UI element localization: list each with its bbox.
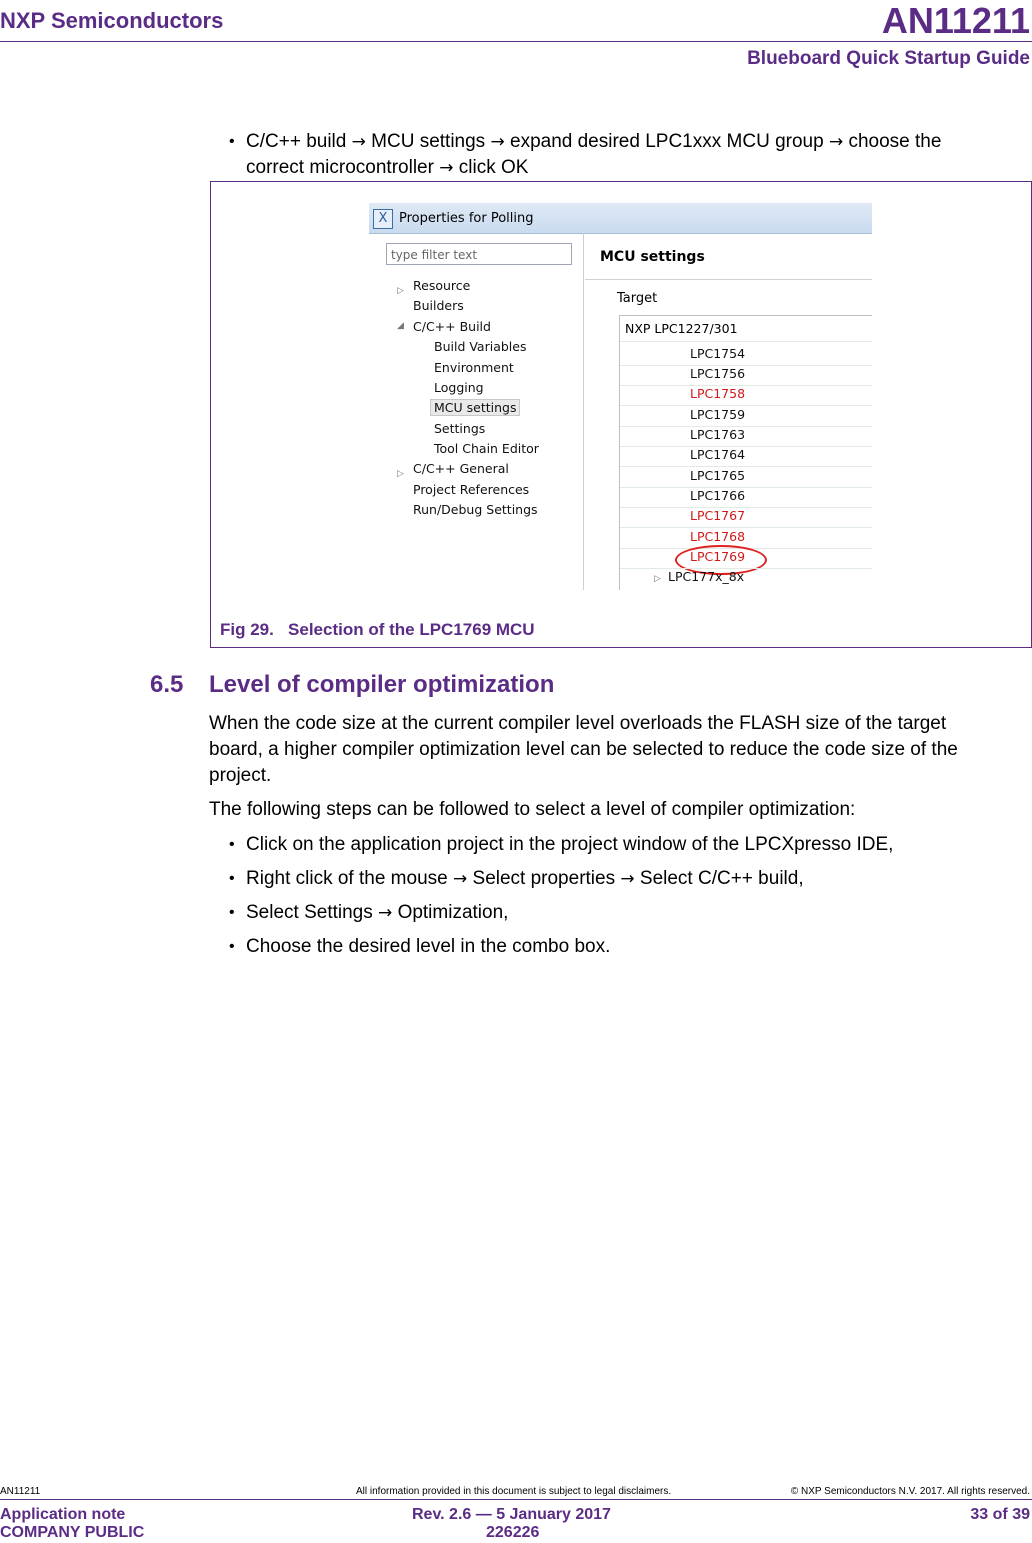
step-text: Right click of the mouse	[246, 868, 448, 889]
mcu-lpc1767[interactable]: LPC1767	[690, 508, 746, 523]
footer-doc-type: Application note	[0, 1506, 126, 1523]
mcu-settings-pane	[585, 233, 872, 590]
step-click-ok: click OK	[458, 157, 529, 178]
mcu-lpc1763[interactable]: LPC1763	[690, 427, 746, 442]
footer-page-number: 33 of 39	[970, 1506, 1030, 1523]
arrow-icon: →	[351, 132, 366, 152]
mcu-lpc1769[interactable]: LPC1769	[690, 549, 746, 564]
dialog-title: Properties for Polling	[399, 211, 534, 226]
tree-item-resource[interactable]: Resource	[413, 278, 471, 293]
row-divider	[620, 568, 872, 569]
dialog-title-bar	[369, 203, 872, 234]
paragraph-steps: The following steps can be followed to select a level of compiler optimization:	[209, 799, 856, 820]
mcu-lpc1766[interactable]: LPC1766	[690, 488, 746, 503]
step-bullet-3	[246, 900, 508, 926]
target-label: Target	[617, 291, 658, 306]
figure-caption	[220, 620, 535, 640]
tree-item-c-general[interactable]: C/C++ General	[413, 461, 509, 476]
paragraph-line: When the code size at the current compiler level overloads the FLASH size of the target	[209, 713, 947, 734]
step-expand-group: expand desired LPC1xxx MCU group	[510, 131, 824, 152]
step-text: Optimization,	[397, 902, 509, 923]
mcu-lpc1758[interactable]: LPC1758	[690, 386, 746, 401]
footer-copyright: © NXP Semiconductors N.V. 2017. All rights reserved.	[790, 1486, 1030, 1497]
intro-bullet	[246, 129, 941, 181]
row-divider	[620, 365, 872, 366]
tree-item-run-debug[interactable]: Run/Debug Settings	[413, 502, 538, 517]
properties-dialog-screenshot	[369, 203, 872, 590]
paragraph-line: board, a higher compiler optimization level can be selected to reduce the code size of the	[209, 739, 958, 760]
row-divider	[620, 487, 872, 488]
mcu-lpc1756[interactable]: LPC1756	[690, 366, 746, 381]
tree-item-mcu-settings[interactable]: MCU settings	[430, 399, 520, 416]
app-icon: X	[373, 209, 393, 229]
tree-item-settings[interactable]: Settings	[434, 421, 486, 436]
collapse-icon[interactable]: ◢	[397, 321, 404, 331]
target-list[interactable]	[619, 315, 872, 590]
row-divider	[620, 341, 872, 342]
footer-divider	[0, 1499, 1032, 1500]
step-bullet-2	[246, 866, 804, 892]
mcu-lpc1765[interactable]: LPC1765	[690, 468, 746, 483]
mcu-lpc1754[interactable]: LPC1754	[690, 346, 746, 361]
footer-doc-code: 226226	[486, 1524, 540, 1541]
paragraph-line: project.	[209, 765, 272, 786]
paragraph-intro	[209, 711, 1031, 789]
filter-input[interactable]: type filter text	[386, 243, 572, 265]
mcu-lpc1764[interactable]: LPC1764	[690, 447, 746, 462]
footer-classification: COMPANY PUBLIC	[0, 1524, 145, 1541]
mcu-group-lpc177x[interactable]: LPC177x_8x	[668, 569, 745, 584]
footer-doc-id: AN11211	[0, 1486, 41, 1497]
row-divider	[620, 446, 872, 447]
mcu-lpc1768[interactable]: LPC1768	[690, 529, 746, 544]
document-number: AN11211	[881, 0, 1030, 41]
header-divider	[0, 41, 1032, 42]
arrow-icon: →	[828, 132, 844, 152]
section-title: Level of compiler optimization	[209, 671, 555, 698]
footer-disclaimer: All information provided in this document is subject to legal disclaimers.	[356, 1486, 672, 1497]
step-text: Select C/C++ build,	[639, 868, 804, 889]
mcu-lpc1759[interactable]: LPC1759	[690, 407, 746, 422]
footer-revision: Rev. 2.6 — 5 January 2017	[412, 1506, 611, 1523]
pane-divider	[585, 279, 872, 280]
row-divider	[620, 527, 872, 528]
section-number: 6.5	[150, 671, 184, 698]
arrow-icon: →	[378, 903, 393, 923]
step-bullet-1: • Click on the application project in the project window of the LPCXpresso IDE,	[246, 832, 893, 858]
tree-item-build-variables[interactable]: Build Variables	[434, 339, 527, 354]
company-name: NXP Semiconductors	[0, 8, 224, 33]
row-divider	[620, 466, 872, 467]
figure-caption-text: Selection of the LPC1769 MCU	[288, 620, 535, 639]
step-text: Select properties	[472, 868, 616, 889]
properties-tree-pane	[375, 233, 584, 590]
arrow-icon: →	[452, 869, 468, 889]
step-choose: choose the	[848, 131, 942, 152]
document-subtitle: Blueboard Quick Startup Guide	[747, 48, 1030, 69]
tree-item-logging[interactable]: Logging	[434, 380, 484, 395]
expand-icon[interactable]: ▷	[654, 574, 661, 584]
step-bullet-4: • Choose the desired level in the combo box.	[246, 934, 610, 960]
tree-item-builders[interactable]: Builders	[413, 298, 464, 313]
figure-label: Fig 29.	[220, 620, 274, 639]
mcu-settings-title: MCU settings	[600, 249, 705, 265]
tree-item-c-build[interactable]: C/C++ Build	[413, 319, 491, 334]
step-correct-mcu: correct microcontroller	[246, 157, 434, 178]
row-divider	[620, 385, 872, 386]
mcu-group-nxp-lpc1227[interactable]: NXP LPC1227/301	[625, 321, 738, 336]
arrow-icon: →	[439, 158, 454, 178]
step-build: C/C++ build	[246, 131, 347, 152]
tree-item-project-references[interactable]: Project References	[413, 482, 530, 497]
expand-icon[interactable]: ▷	[397, 286, 404, 296]
step-text: Select Settings	[246, 902, 373, 923]
tree-item-environment[interactable]: Environment	[434, 360, 514, 375]
row-divider	[620, 426, 872, 427]
arrow-icon: →	[620, 869, 635, 889]
arrow-icon: →	[490, 132, 505, 152]
expand-icon[interactable]: ▷	[397, 469, 404, 479]
tree-item-tool-chain-editor[interactable]: Tool Chain Editor	[434, 441, 539, 456]
row-divider	[620, 405, 872, 406]
row-divider	[620, 507, 872, 508]
step-mcu-settings: MCU settings	[371, 131, 486, 152]
